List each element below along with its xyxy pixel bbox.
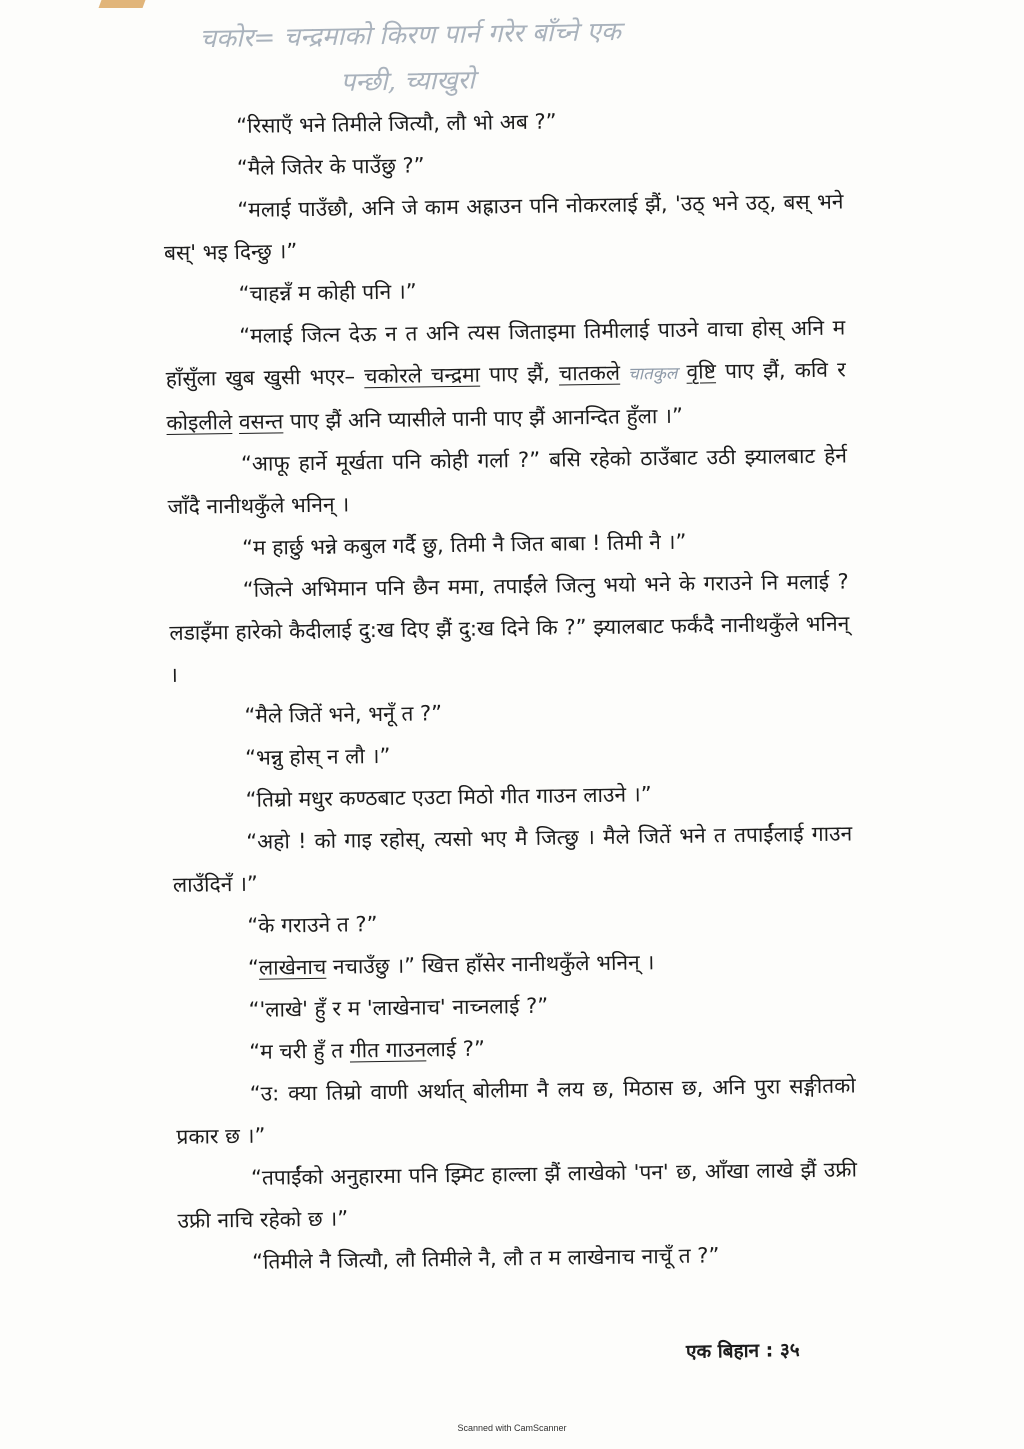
text-run: “के गराउने त ?”	[247, 912, 378, 938]
text-run: “तपाईंको अनुहारमा पनि झ्मिट हाल्ला झैं लाखेको 'पन' छ, आँखा लाखे झैं उफ्री उफ्री नाचि रहेको छ ।”	[177, 1157, 858, 1233]
text-run: “म हार्छु भन्ने कबुल गर्दै छु, तिमी नै जित बाबा ! तिमी नै ।”	[242, 529, 687, 560]
text-run	[677, 360, 686, 384]
paragraph	[177, 1148, 858, 1241]
scanner-watermark: Scanned with CamScanner	[457, 1423, 567, 1433]
underlined-text: चातकले	[558, 360, 621, 386]
text-run: “मैले जितें भने, भनूँ त ?”	[244, 701, 443, 728]
text-run: “चाहन्नँ म कोही पनि ।”	[238, 279, 417, 306]
underlined-text: वसन्त	[238, 409, 284, 434]
text-run: लाई ?”	[425, 1036, 486, 1062]
text-run: “म चरी हुँ त	[249, 1038, 350, 1064]
underlined-text: कोइलीले	[166, 410, 233, 435]
paragraph	[163, 180, 844, 273]
text-run: “आफू हार्ने मूर्खता पनि कोही गर्ला ?” बसि रहेको ठाउँबाट उठी झ्यालबाट हेर्न जाँदै नानीथकुँले भनिन् ।	[167, 443, 848, 519]
margin-note: चातकुल	[619, 363, 678, 385]
text-run: “भन्नु होस् न लौ ।”	[244, 743, 391, 770]
underlined-text: वृष्टि	[686, 359, 717, 384]
footer-separator: :	[765, 1339, 781, 1362]
story-text	[162, 97, 858, 1284]
text-run: पाए झैं अनि प्यासीले पानी पाए झैं आनन्दित हुँला ।”	[283, 403, 684, 434]
paragraph	[167, 434, 848, 527]
underlined-text: गीत गाउन	[349, 1037, 427, 1063]
text-run: “उ: क्या तिम्रो वाणी अर्थात् बोलीमा नै लय छ, मिठास छ, अनि पुरा सङ्गीतको प्रकार छ ।”	[176, 1073, 856, 1149]
text-run: “रिसाएँ भने तिमीले जित्यौ, लौ भो अब ?”	[236, 109, 557, 138]
underlined-text: चकोरले चन्द्रमा	[364, 362, 481, 389]
handwritten-line-1: चकोर= चन्द्रमाको किरण पार्न गरेर बाँच्ने एक	[199, 16, 622, 55]
text-run: “मलाई पाउँछौ, अनि जे काम अह्राउन पनि नोकरलाई झैं, 'उठ् भने उठ्, बस् भने बस्' भइ दिन्छु ।”	[163, 189, 844, 265]
text-run: “मैले जितेर के पाउँछु ?”	[236, 153, 425, 180]
handwritten-annotation	[199, 4, 920, 109]
text-run: “मलाई जित्न देऊ न त अनि त्यस जिताइमा तिमीलाई पाउने वाचा होस् अनि म हाँसुँला खुब खुसी भएर–	[165, 315, 846, 391]
handwritten-line-2: पन्छी, च्याखुरो	[340, 65, 476, 98]
book-title: एक बिहान	[685, 1339, 760, 1363]
text-run: “	[247, 955, 260, 980]
text-run: “'लाखे' हुँ र म 'लाखेनाच' नाच्नलाई ?”	[248, 993, 549, 1022]
paragraph	[172, 812, 853, 905]
text-run: “तिम्रो मधुर कण्ठबाट एउटा मिठो गीत गाउन लाउने ।”	[245, 782, 652, 812]
paragraph	[176, 1064, 857, 1157]
page-footer	[686, 1336, 800, 1364]
page-number: ३५	[779, 1339, 800, 1362]
paragraph	[165, 306, 847, 443]
text-run: पाए झैं,	[479, 361, 560, 387]
text-run: “अहो ! को गाइ रहोस्, त्यसो भए मै जित्छु । मैले जितें भने त तपाईंलाई गाउन लाउँदिनँ ।”	[172, 821, 853, 897]
corner-color-mark	[99, 0, 146, 8]
paragraph	[178, 1232, 859, 1283]
paragraph	[168, 560, 850, 695]
text-run: “तिमीले नै जित्यौ, लौ तिमीले नै, लौ त म लाखेनाच नाचूँ त ?”	[251, 1243, 720, 1274]
text-run: “जित्ने अभिमान पनि छैन ममा, तपाईंले जित्नु भयो भने के गराउने नि मलाई ? लडाइँमा हारेको कैदीलाई दु:ख दिए झैं दु:ख दिने कि ?” झ्यालबाट फर्कंदै नानीथकुँले भनिन् ।	[169, 569, 850, 687]
underlined-text: लाखेनाच	[258, 954, 327, 980]
text-run: नचाउँछु ।” खित्त हाँसेर नानीथकुँले भनिन् ।	[326, 950, 655, 979]
text-run: पाए झैं, कवि र	[715, 357, 846, 384]
